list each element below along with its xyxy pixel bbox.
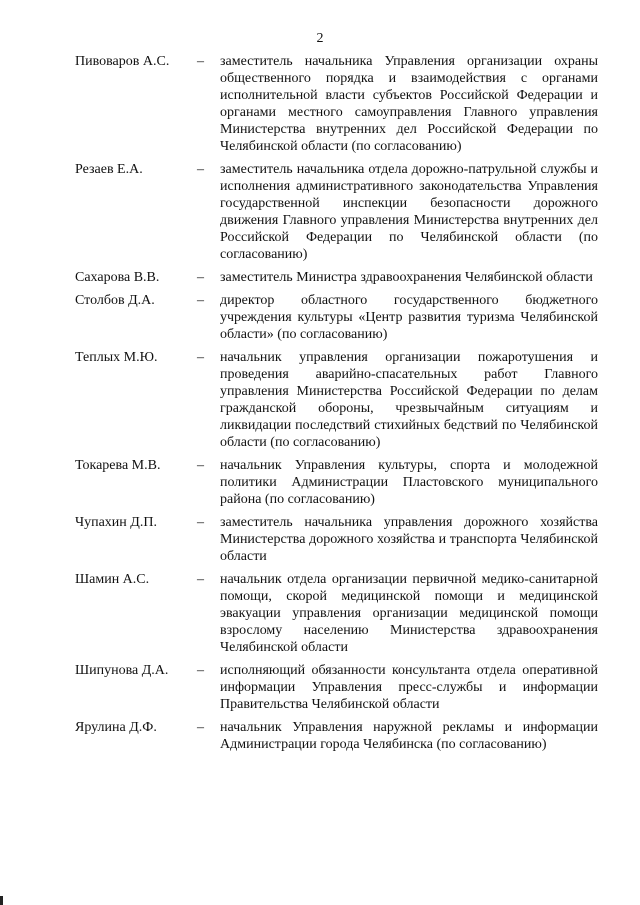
- member-position: заместитель начальника отдела дорожно-патрульной службы и исполнения административного законодательства Управления государственной инспекции безопасности дорожного движения Главного управления Министерства внутренних дел Российской Федерации по Челябинской области (по согласованию): [220, 162, 598, 262]
- dash-separator: –: [197, 350, 204, 365]
- member-position: исполняющий обязанности консультанта отдела оперативной информации Управления пресс-службы и информации Правительства Челябинской области: [220, 663, 598, 712]
- member-position: начальник управления организации пожаротушения и проведения аварийно-спасательных работ Главного управления Министерства Российской Федерации по делам гражданской обороны, чрезвычайным ситуациям и ликвидации последствий стихийных бедствий по Челябинской области (по согласованию): [220, 350, 598, 450]
- list-item: [0, 349, 640, 451]
- dash-separator: –: [197, 270, 204, 285]
- list-item: [0, 571, 640, 656]
- dash-separator: –: [197, 293, 204, 308]
- list-item: [0, 53, 640, 155]
- dash-separator: –: [197, 720, 204, 735]
- list-item: [0, 662, 640, 713]
- member-position: директор областного государственного бюджетного учреждения культуры «Центр развития туризма Челябинской области» (по согласованию): [220, 293, 598, 342]
- member-name: Сахарова В.В.: [75, 270, 160, 285]
- member-name: Чупахин Д.П.: [75, 515, 157, 530]
- dash-separator: –: [197, 572, 204, 587]
- member-name: Пивоваров А.С.: [75, 54, 170, 69]
- scan-artifact: [0, 896, 3, 905]
- member-name: Резаев Е.А.: [75, 162, 143, 177]
- member-name: Теплых М.Ю.: [75, 350, 158, 365]
- list-item: [0, 269, 640, 286]
- dash-separator: –: [197, 515, 204, 530]
- member-position: начальник Управления наружной рекламы и информации Администрации города Челябинска (по согласованию): [220, 720, 598, 752]
- member-name: Токарева М.В.: [75, 458, 161, 473]
- list-item: [0, 161, 640, 263]
- member-position: заместитель Министра здравоохранения Челябинской области: [220, 270, 593, 285]
- list-item: [0, 514, 640, 565]
- list-item: [0, 719, 640, 753]
- member-name: Шамин А.С.: [75, 572, 150, 587]
- list-item: [0, 292, 640, 343]
- member-position: заместитель начальника управления дорожного хозяйства Министерства дорожного хозяйства и транспорта Челябинской области: [220, 515, 598, 564]
- page-number: 2: [316, 31, 324, 46]
- members-list: [0, 53, 640, 759]
- member-position: начальник Управления культуры, спорта и молодежной политики Администрации Пластовского муниципального района (по согласованию): [220, 458, 598, 507]
- dash-separator: –: [197, 663, 204, 678]
- member-position: начальник отдела организации первичной медико-санитарной помощи, скорой медицинской помощи и медицинской эвакуации управления организации медицинской помощи взрослому населению Министерства здравоохранения Челябинской области: [220, 572, 598, 655]
- dash-separator: –: [197, 458, 204, 473]
- member-name: Шипунова Д.А.: [75, 663, 169, 678]
- member-name: Столбов Д.А.: [75, 293, 155, 308]
- list-item: [0, 457, 640, 508]
- member-name: Ярулина Д.Ф.: [75, 720, 157, 735]
- member-position: заместитель начальника Управления организации охраны общественного порядка и взаимодействия с органами исполнительной власти субъектов Российской Федерации и органами местного самоуправления Главного управления Министерства внутренних дел Российской Федерации по Челябинской области (по согласованию): [220, 54, 598, 154]
- dash-separator: –: [197, 162, 204, 177]
- dash-separator: –: [197, 54, 204, 69]
